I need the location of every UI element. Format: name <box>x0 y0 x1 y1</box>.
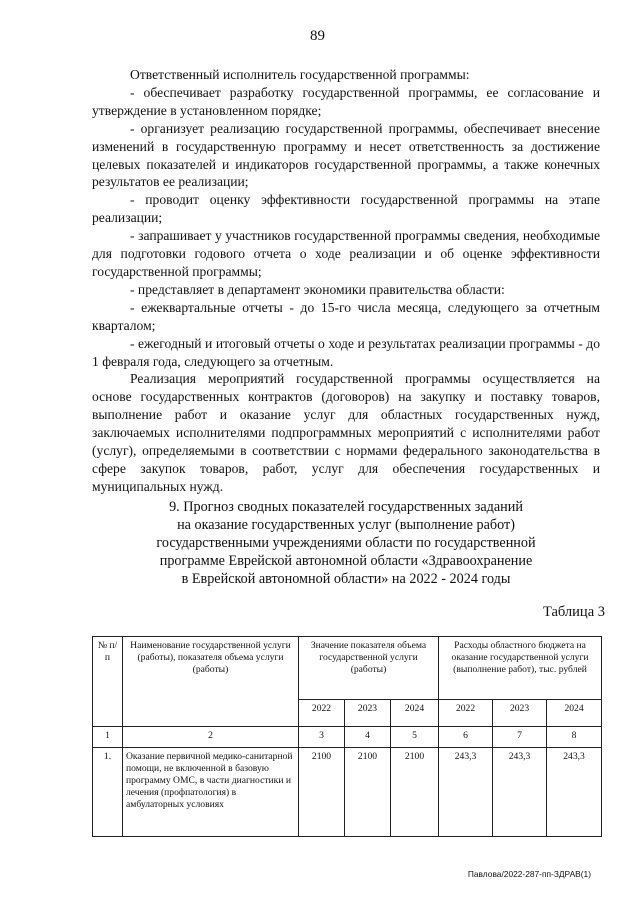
header-year: 2022 <box>299 700 345 727</box>
header-year: 2023 <box>345 700 391 727</box>
table-header-row <box>93 637 602 700</box>
page-number: 89 <box>310 28 325 44</box>
row-num: 1. <box>93 748 123 837</box>
paragraph: - ежегодный и итоговый отчеты о ходе и результатах реализации программы - до 1 февраля года, следующего за отчетным. <box>92 335 600 369</box>
row-value: 243,3 <box>493 748 547 837</box>
header-num: № п/п <box>93 637 123 727</box>
paragraph: Ответственный исполнитель государственной программы: <box>130 67 470 82</box>
header-name: Наименование государственной услуги (работы), показателя объема услуги (работы) <box>123 637 299 727</box>
header-year: 2022 <box>439 700 493 727</box>
column-number: 1 <box>93 727 123 748</box>
section-heading-line: на оказание государственных услуг (выполнение работ) <box>177 517 515 533</box>
column-number: 6 <box>439 727 493 748</box>
section-heading-line: программе Еврейской автономной области «Здравоохранение <box>159 553 533 569</box>
table-caption: Таблица 3 <box>542 604 605 620</box>
body-text <box>92 66 600 496</box>
section-heading <box>92 498 600 588</box>
row-value: 243,3 <box>439 748 493 837</box>
column-number: 4 <box>345 727 391 748</box>
paragraph: - организует реализацию государственной программы, обеспечивает внесение изменений в государственную программу и несет ответственность за достижение целевых показателей и индикаторов государственной программы, а также конечных результатов ее реализации; <box>92 120 600 190</box>
header-volume: Значение показателя объема государственной услуги (работы) <box>299 637 439 700</box>
budget-table <box>92 636 602 837</box>
table-row <box>93 748 602 837</box>
row-name: Оказание первичной медико-санитарной помощи, не включенной в базовую программу ОМС, в части диагностики и лечения (профпатология) в амбулаторных условиях <box>123 748 299 837</box>
paragraph: - ежеквартальные отчеты - до 15-го числа месяца, следующего за отчетным кварталом; <box>92 299 600 333</box>
header-year: 2024 <box>547 700 602 727</box>
column-number: 8 <box>547 727 602 748</box>
header-year: 2023 <box>493 700 547 727</box>
row-value: 2100 <box>299 748 345 837</box>
row-value: 2100 <box>391 748 439 837</box>
paragraph: Реализация мероприятий государственной программы осуществляется на основе государственных контрактов (договоров) на закупку и поставку товаров, выполнение работ и оказание услуг для областных государственных нужд, заключаемых исполнителями подпрограммных мероприятий с исполнителями работ (услуг), определяемыми в соответствии с нормами федерального законодательства в сфере закупок товаров, работ, услуг для обеспечения государственных и муниципальных нужд. <box>92 371 600 494</box>
paragraph: - представляет в департамент экономики правительства области: <box>130 281 505 297</box>
column-number: 7 <box>493 727 547 748</box>
paragraph: - запрашивает у участников государственной программы сведения, необходимые для подготовки годового отчета о ходе реализации и об оценке эффективности государственной программы; <box>92 228 600 279</box>
section-heading-line: в Еврейской автономной области» на 2022 - 2024 годы <box>181 571 511 587</box>
column-number: 2 <box>123 727 299 748</box>
paragraph: - проводит оценку эффективности государственной программы на этапе реализации; <box>92 192 600 226</box>
paragraph: - обеспечивает разработку государственной программы, ее согласование и утверждение в установленном порядке; <box>92 84 600 118</box>
row-value: 2100 <box>345 748 391 837</box>
column-number: 3 <box>299 727 345 748</box>
section-heading-line: 9. Прогноз сводных показателей государственных заданий <box>169 499 523 515</box>
header-budget: Расходы областного бюджета на оказание государственной услуги (выполнение работ), тыс. рублей <box>439 637 602 700</box>
table-column-numbers-row <box>93 727 602 748</box>
column-number: 5 <box>391 727 439 748</box>
section-heading-line: государственными учреждениями области по государственной <box>156 535 536 551</box>
footer-code: Павлова/2022-287-пп-ЗДРАВ(1) <box>467 869 591 879</box>
header-year: 2024 <box>391 700 439 727</box>
row-value: 243,3 <box>547 748 602 837</box>
